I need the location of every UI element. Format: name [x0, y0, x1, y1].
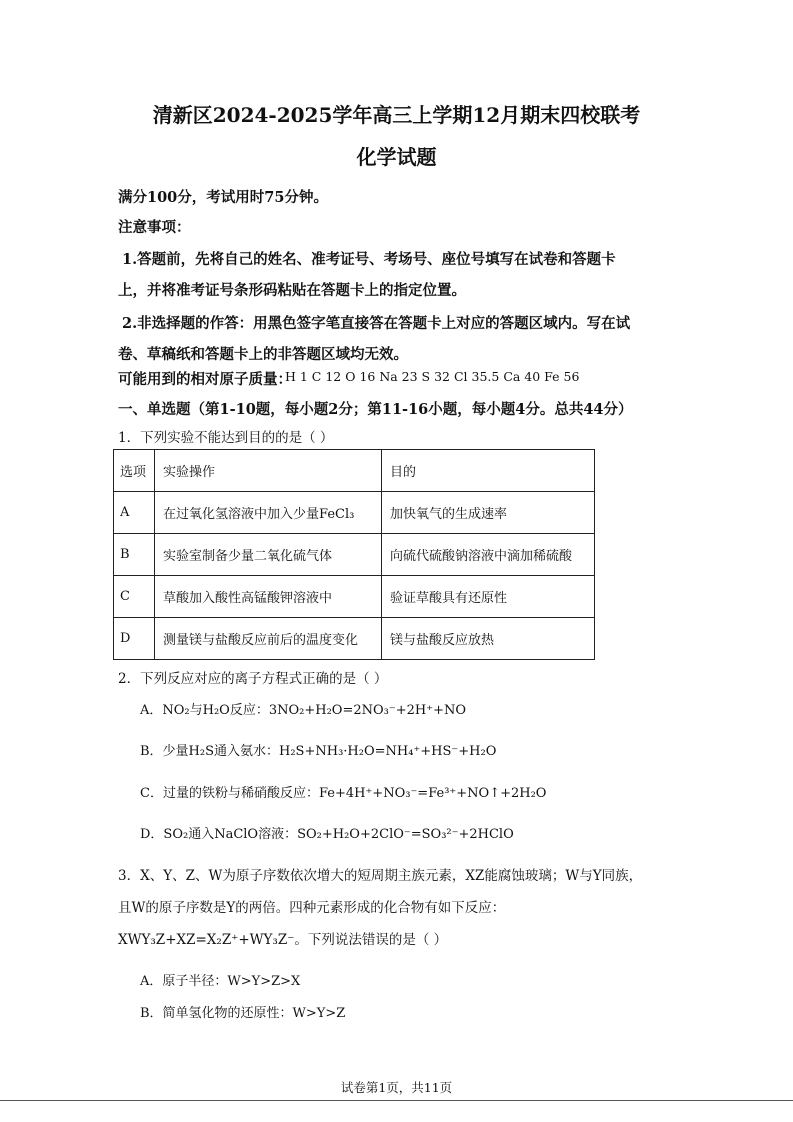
table-header-row [114, 450, 595, 492]
question-1-table [113, 449, 595, 660]
table-cell: 加快氧气的生成速率 [382, 492, 595, 534]
note-2-line-2: 卷、草稿纸和答题卡上的非答题区域均无效。 [118, 346, 408, 363]
question-2-option-d: D．SO₂通入NaClO溶液：SO₂+H₂O+2ClO⁻=SO₃²⁻+2HClO [140, 827, 514, 842]
table-cell: A [114, 492, 155, 534]
table-cell: 实验室制备少量二氧化硫气体 [155, 534, 382, 576]
note-2-line-1: 2.非选择题的作答：用黑色签字笔直接答在答题卡上对应的答题区域内。写在试 [122, 315, 631, 332]
question-2-stem: 2．下列反应对应的离子方程式正确的是（ ） [118, 671, 388, 687]
table-row [114, 492, 595, 534]
table-cell: 在过氧化氢溶液中加入少量FeCl₃ [155, 492, 382, 534]
table-header-cell: 选项 [114, 450, 155, 492]
exam-title: 清新区2024-2025学年高三上学期12月期末四校联考 [152, 103, 641, 127]
table-cell: 向硫代硫酸钠溶液中滴加稀硫酸 [382, 534, 595, 576]
question-1-stem: 1．下列实验不能达到目的的是（ ） [118, 430, 334, 446]
page-footer: 试卷第1页，共11页 [340, 1080, 453, 1095]
table-row [114, 618, 595, 660]
table-cell: C [114, 576, 155, 618]
table-cell: B [114, 534, 155, 576]
question-2-option-c: C．过量的铁粉与稀硝酸反应：Fe+4H⁺+NO₃⁻=Fe³⁺+NO↑+2H₂O [140, 786, 547, 801]
table-cell: D [114, 618, 155, 660]
note-1-line-1: 1.答题前，先将自己的姓名、准考证号、考场号、座位号填写在试卷和答题卡 [122, 251, 616, 268]
table-cell: 验证草酸具有还原性 [382, 576, 595, 618]
table-cell: 草酸加入酸性高锰酸钾溶液中 [155, 576, 382, 618]
question-3-option-a: A．原子半径：W>Y>Z>X [140, 974, 301, 989]
question-3-equation: XWY₃Z+XZ=X₂Z⁺+WY₃Z⁻。下列说法错误的是（ ） [118, 932, 448, 948]
question-3-option-b: B．简单氢化物的还原性：W>Y>Z [140, 1006, 346, 1021]
table-header-cell: 实验操作 [155, 450, 382, 492]
notes-heading: 注意事项： [118, 219, 191, 236]
atomic-mass-label: 可能用到的相对原子质量： [118, 371, 292, 388]
table-cell: 测量镁与盐酸反应前后的温度变化 [155, 618, 382, 660]
question-2-option-a: A．NO₂与H₂O反应：3NO₂+H₂O=2NO₃⁻+2H⁺+NO [140, 703, 467, 718]
table-row [114, 534, 595, 576]
footer-divider [0, 1100, 793, 1101]
table-header-cell: 目的 [382, 450, 595, 492]
exam-subject: 化学试题 [356, 145, 437, 169]
question-3-stem-line-1: 3．X、Y、Z、W为原子序数依次增大的短周期主族元素，XZ能腐蚀玻璃；W与Y同族， [118, 868, 643, 884]
table-row [114, 576, 595, 618]
question-3-stem-line-2: 且W的原子序数是Y的两倍。四种元素形成的化合物有如下反应： [118, 900, 506, 916]
table-cell: 镁与盐酸反应放热 [382, 618, 595, 660]
question-2-option-b: B．少量H₂S通入氨水：H₂S+NH₃·H₂O=NH₄⁺+HS⁻+H₂O [140, 744, 497, 759]
atomic-mass-values: H 1 C 12 O 16 Na 23 S 32 Cl 35.5 Ca 40 Fe 56 [285, 369, 580, 384]
note-1-line-2: 上，并将准考证号条形码粘贴在答题卡上的指定位置。 [118, 282, 466, 299]
section-1-heading: 一、单选题（第1-10题，每小题2分；第11-16小题，每小题4分。总共44分） [118, 401, 633, 418]
score-info: 满分100分，考试用时75分钟。 [118, 189, 328, 206]
